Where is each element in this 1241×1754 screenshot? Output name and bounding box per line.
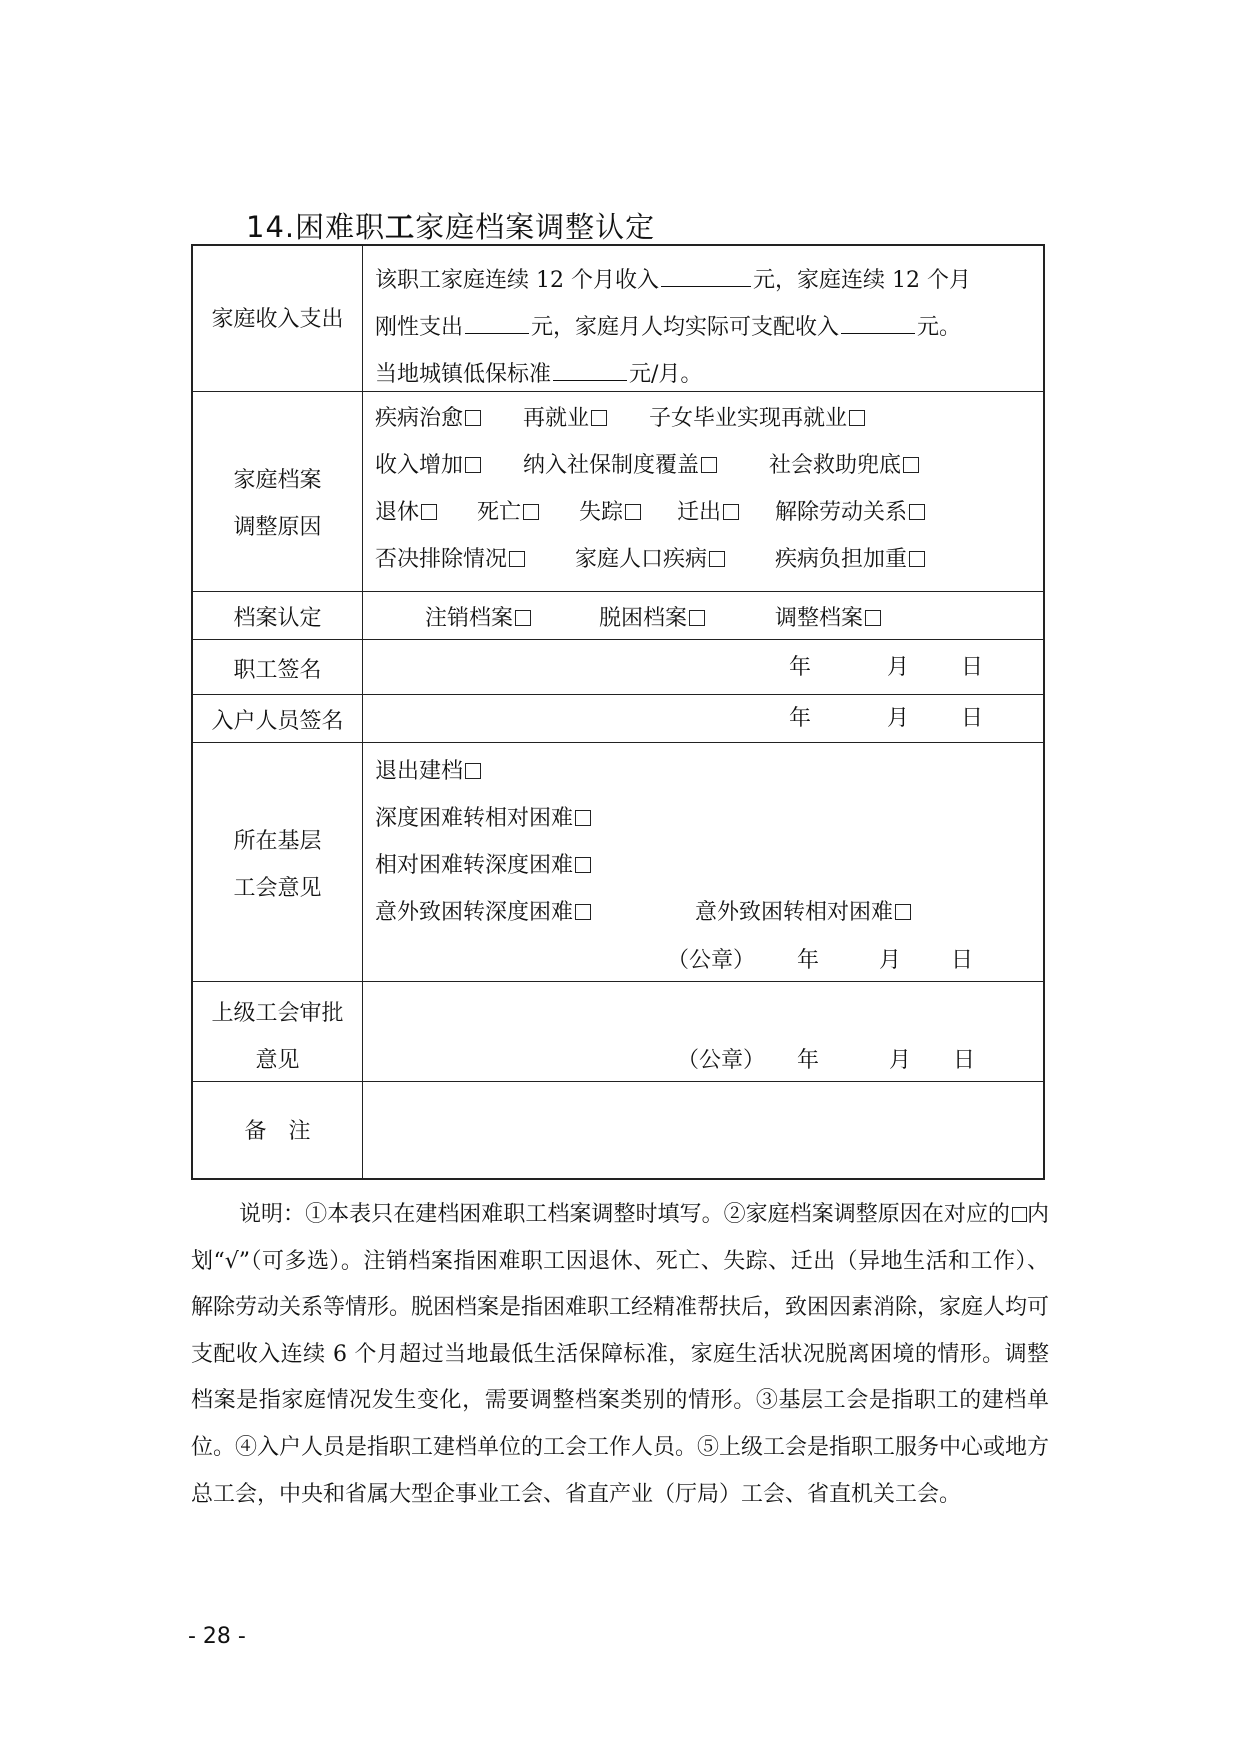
visitor-sign-day: 日 [961,706,984,731]
checkbox[interactable] [849,410,865,426]
grassroots-label-1: 所在基层 [233,829,322,854]
form-table [191,244,1045,1180]
reason-option[interactable]: 家庭人口疾病 [575,549,725,571]
checkbox[interactable] [895,904,911,920]
reason-option[interactable]: 纳入社保制度覆盖 [523,455,717,477]
checkbox[interactable] [903,457,919,473]
staff-sign-month: 月 [887,655,910,680]
checkbox[interactable] [709,551,725,567]
checkbox[interactable] [689,610,705,626]
superior-day: 日 [953,1048,976,1073]
grassroots-year: 年 [797,948,820,973]
title-number: 14. [246,210,296,244]
title-text-1: 困难职 [295,210,386,244]
checkbox[interactable] [909,551,925,567]
remarks-field[interactable] [365,1084,1043,1176]
reason-option[interactable]: 收入增加 [375,455,481,477]
column-divider [362,246,363,1178]
title-text-3: 家庭档案调整认定 [415,210,656,244]
checkbox[interactable] [575,904,591,920]
visitor-signature-label: 入户人员签名 [211,709,344,734]
visitor-sign-month: 月 [887,706,910,731]
page-number: - 28 - [188,1624,246,1649]
grassroots-day: 日 [951,948,974,973]
income-line-3: 当地城镇低保标准 元/月。 [375,362,703,387]
grassroots-month: 月 [879,948,902,973]
checkbox[interactable] [625,504,641,520]
determination-option[interactable]: 调整档案 [775,608,881,630]
reason-label-2: 调整原因 [233,515,322,540]
grassroots-option[interactable]: 退出建档 [375,761,481,783]
superior-seal: （公章） [677,1048,766,1073]
superior-month: 月 [889,1048,912,1073]
reason-option[interactable]: 死亡 [477,502,539,524]
checkbox[interactable] [575,857,591,873]
grassroots-seal: （公章） [667,948,756,973]
superior-year: 年 [797,1048,820,1073]
income-line-2: 刚性支出 元，家庭月人均实际可支配收入 元。 [375,315,962,340]
row-divider [193,742,1043,743]
reason-option[interactable]: 退休 [375,502,437,524]
staff-sign-day: 日 [961,655,984,680]
reason-option[interactable]: 子女毕业实现再就业 [649,408,865,430]
checkbox[interactable] [865,610,881,626]
notes-part-2: 内划“√”（可多选）。注销档案指困难职工因退休、死亡、失踪、迁出（异地生活和工作）、解除劳动关系等情形。脱困档案是指困难职工经精准帮扶后，致困因素消除，家庭人均可支配收入连续 6 个月超过当地最低生活保障标准，家庭生活状况脱离困境的情形。调整档案是指家庭情况发生变化，需要调整档案类别的情形。③基层工会是指职工的建档单位。④入户人员是指职工建档单位的工会工作人员。⑤上级工会是指职工服务中心或地方总工会，中央和省属大型企事业工会、省直产业（厅局）工会、省直机关工会。 [191,1202,1050,1507]
reason-option[interactable]: 迁出 [677,502,739,524]
checkbox[interactable] [723,504,739,520]
reason-option[interactable]: 社会救助兜底 [769,455,919,477]
checkbox-symbol [1012,1207,1027,1222]
checkbox[interactable] [909,504,925,520]
checkbox[interactable] [575,810,591,826]
income-12m-field[interactable] [661,266,751,287]
reason-option[interactable]: 解除劳动关系 [775,502,925,524]
reason-option[interactable]: 疾病负担加重 [775,549,925,571]
reason-option[interactable]: 失踪 [579,502,641,524]
instructions [191,1192,1049,1518]
determination-option[interactable]: 脱困档案 [599,608,705,630]
reason-option[interactable]: 再就业 [523,408,607,430]
superior-label-1: 上级工会审批 [211,1001,344,1026]
determination-label: 档案认定 [233,606,322,631]
determination-option[interactable]: 注销档案 [425,608,531,630]
grassroots-option[interactable]: 意外致困转深度困难 [375,902,591,924]
visitor-sign-year: 年 [789,706,812,731]
per-capita-income-field[interactable] [841,313,915,334]
staff-sign-year: 年 [789,655,812,680]
checkbox[interactable] [465,457,481,473]
checkbox[interactable] [591,410,607,426]
staff-signature-label: 职工签名 [233,658,322,683]
form-title [246,205,655,246]
row-divider [193,639,1043,640]
remarks-label: 备 注 [244,1119,311,1144]
checkbox[interactable] [421,504,437,520]
checkbox[interactable] [523,504,539,520]
checkbox[interactable] [465,410,481,426]
min-living-standard-field[interactable] [553,360,627,381]
checkbox[interactable] [701,457,717,473]
grassroots-option[interactable]: 相对困难转深度困难 [375,855,591,877]
reason-option[interactable]: 疾病治愈 [375,408,481,430]
grassroots-label-2: 工会意见 [233,876,322,901]
row-divider [193,391,1043,392]
checkbox[interactable] [515,610,531,626]
row-divider [193,694,1043,695]
grassroots-option[interactable]: 意外致困转相对困难 [695,902,911,924]
checkbox[interactable] [509,551,525,567]
reason-option[interactable]: 否决排除情况 [375,549,525,571]
row-divider [193,1081,1043,1082]
title-text-2: 工 [385,210,416,244]
income-line-1: 该职工家庭连续 12 个月收入 元，家庭连续 12 个月 [375,268,971,293]
grassroots-option[interactable]: 深度困难转相对困难 [375,808,591,830]
checkbox[interactable] [465,763,481,779]
notes-part-1: 说明：①本表只在建档困难职工档案调整时填写。②家庭档案调整原因在对应的 [239,1202,1010,1227]
reason-label-1: 家庭档案 [233,468,322,493]
income-label: 家庭收入支出 [211,307,344,332]
rigid-expense-field[interactable] [465,313,529,334]
row-divider [193,591,1043,592]
superior-label-2: 意见 [255,1048,300,1073]
row-divider [193,981,1043,982]
